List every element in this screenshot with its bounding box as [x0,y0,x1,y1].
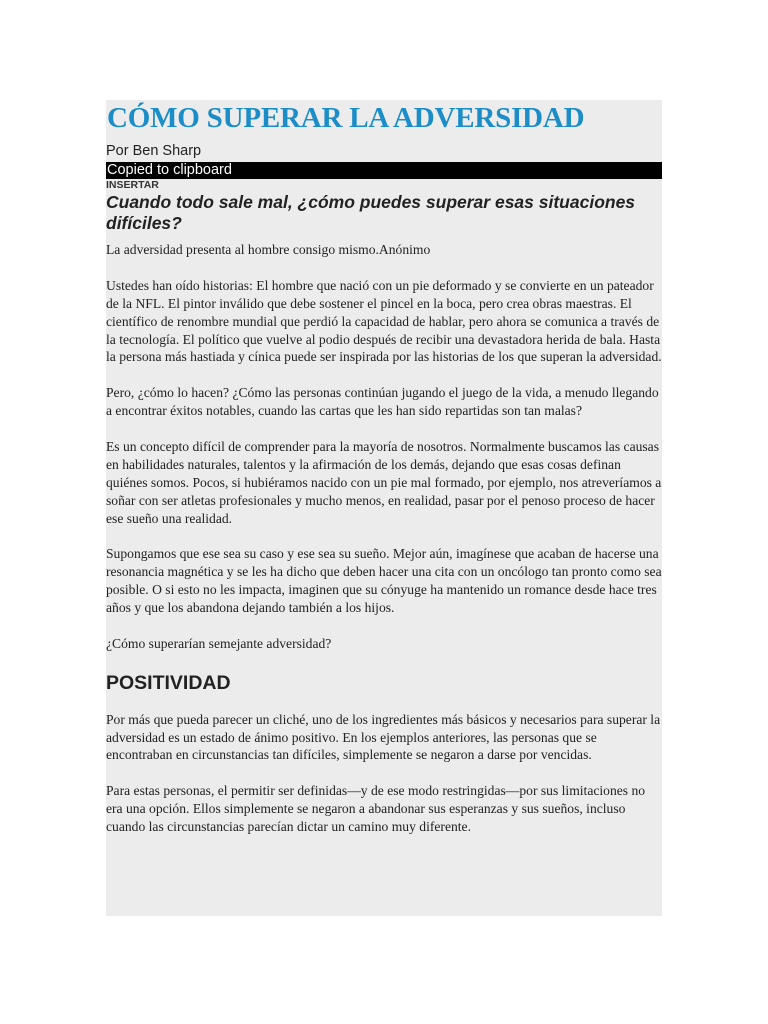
article-paragraph: Es un concepto difícil de comprender para la mayoría de nosotros. Normalmente buscamos las causas en habilidades naturales, talentos y la afirmación de los demás, dejando que esas cosas definan quiénes somos. Pocos, si hubiéramos nacido con un pie mal formado, por ejemplo, nos atreveríamos a soñar con ser atletas profesionales y mucho menos, en realidad, pasar por el penoso proceso de hacer ese sueño una realidad. [106,438,662,526]
document-page [106,100,662,916]
section-body [106,711,662,836]
section-paragraph: Por más que pueda parecer un cliché, uno de los ingredientes más básicos y necesarios para superar la adversidad es un estado de ánimo positivo. En los ejemplos anteriores, las personas que se encontraban en circunstancias tan difíciles, simplemente se negaron a darse por vencidas. [106,711,661,763]
insert-button[interactable]: INSERTAR [106,179,159,191]
clipboard-notice: Copied to clipboard [106,162,662,179]
article-paragraph: Pero, ¿cómo lo hacen? ¿Cómo las personas continúan jugando el juego de la vida, a menudo llegando a encontrar éxitos notables, cuando las cartas que les han sido repartidas son tan malas? [106,385,659,419]
section-paragraph: Para estas personas, el permitir ser definidas—y de ese modo restringidas—por sus limitaciones no era una opción. Ellos simplemente se negaron a abandonar sus esperanzas y sus sueños, incluso cuando las circunstancias parecían dictar un camino muy diferente. [106,783,646,835]
article-title: CÓMO SUPERAR LA ADVERSIDAD [107,102,585,134]
article-paragraph: ¿Cómo superarían semejante adversidad? [106,635,332,651]
section-heading-positividad: POSITIVIDAD [106,671,231,694]
article-quote: La adversidad presenta al hombre consigo mismo.Anónimo [106,242,431,257]
article-author: Por Ben Sharp [106,143,202,159]
article-body [106,241,662,653]
article-paragraph: Ustedes han oído historias: El hombre que nació con un pie deformado y se convierte en un pateador de la NFL. El pintor inválido que debe sostener el pincel en la boca, pero crea obras maestras. El científico de renombre mundial que perdió la capacidad de hablar, pero ahora se comunica a través de la tecnología. El político que vuelve al podio después de recibir una devastadora herida de bala. Hasta la persona más hastiada y cínica puede ser inspirada por las historias de los que superan la adversidad. [106,277,662,365]
article-subtitle: Cuando todo sale mal, ¿cómo puedes superar esas situaciones difíciles? [106,192,636,233]
article-paragraph: Supongamos que ese sea su caso y ese sea su sueño. Mejor aún, imagínese que acaban de hacerse una resonancia magnética y se les ha dicho que deben hacer una cita con un oncólogo tan pronto como sea posible. O si esto no les impacta, imaginen que su cónyuge ha mantenido un romance desde hace tres años y que los abandona dejando también a los hijos. [106,546,662,616]
